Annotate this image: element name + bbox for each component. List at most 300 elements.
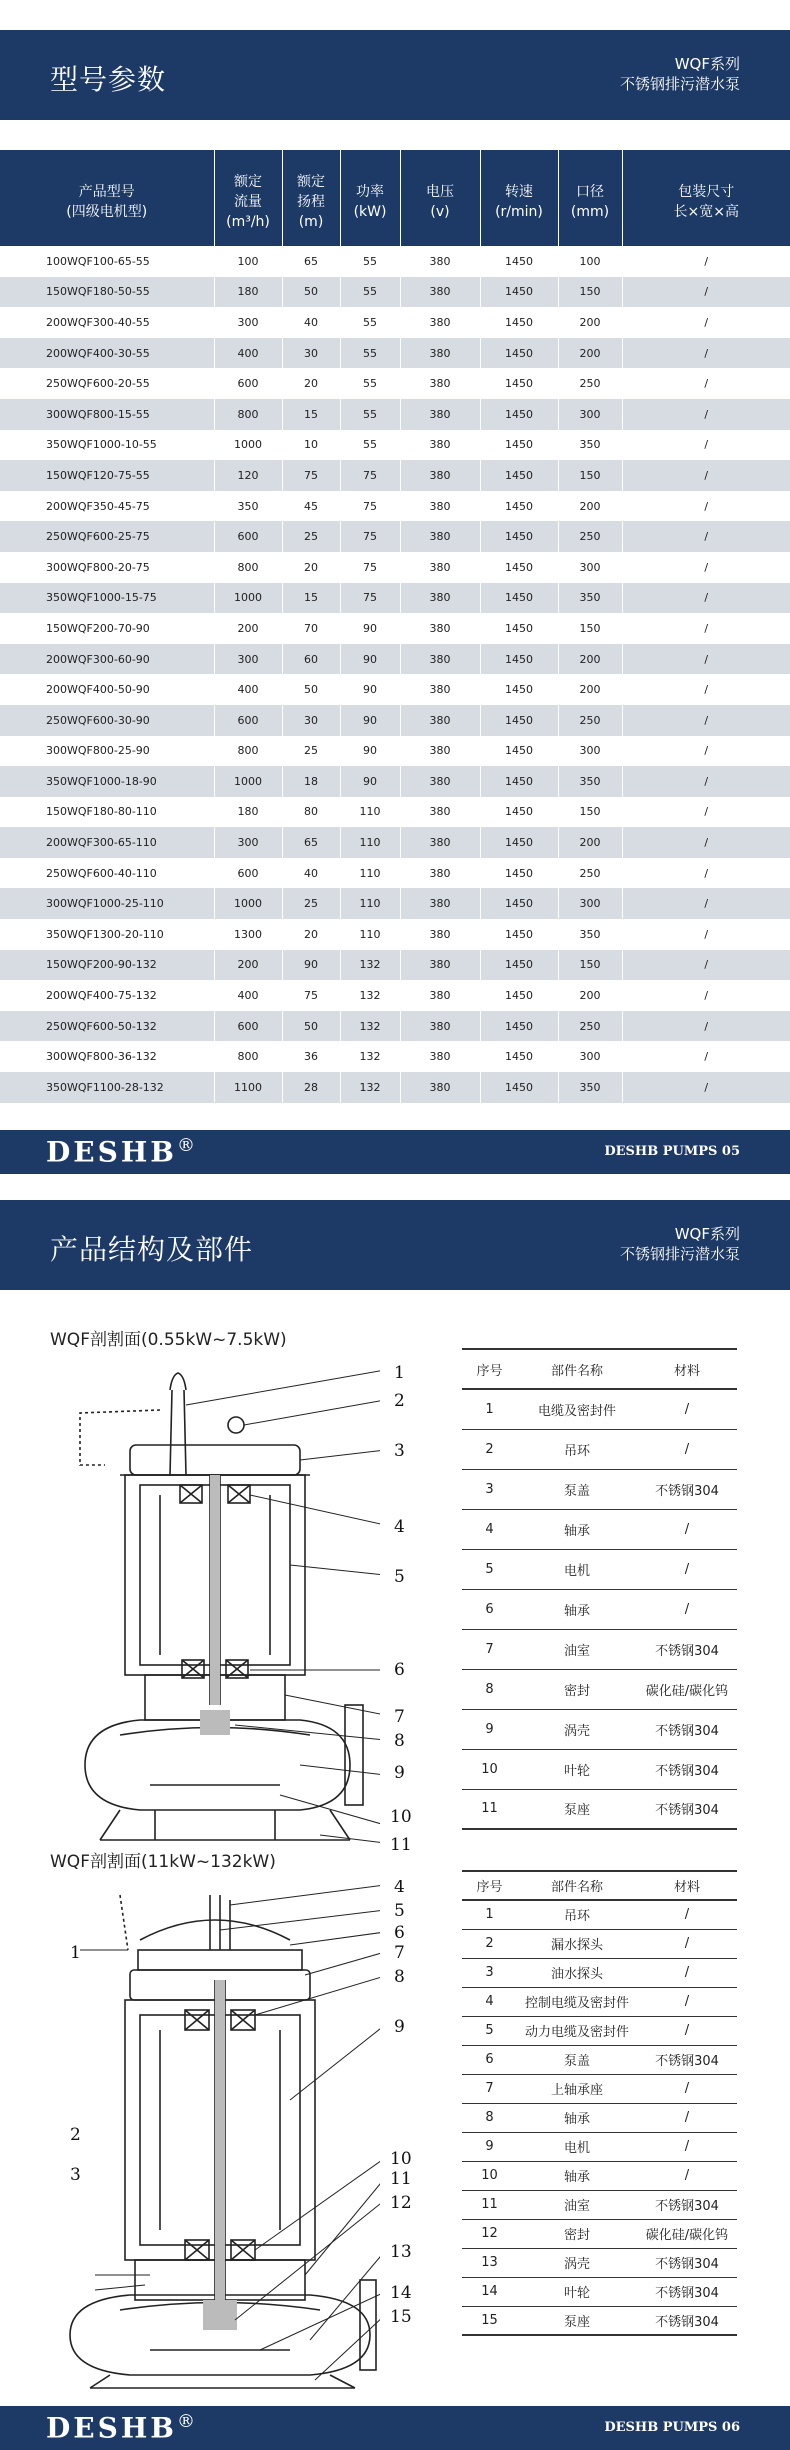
table-row (0, 246, 790, 277)
table-cell: 55 (340, 368, 400, 399)
table-cell: / (622, 888, 790, 919)
table-cell: 轴承 (517, 2161, 637, 2190)
table-cell: 380 (400, 1011, 480, 1042)
table-cell: 60 (282, 644, 340, 675)
table-cell: 350 (558, 583, 622, 614)
table-cell: / (622, 338, 790, 369)
table-cell: 100WQF100-65-55 (46, 254, 150, 268)
table-cell: 55 (340, 307, 400, 338)
table-cell: 200WQF350-45-75 (46, 499, 150, 513)
table-cell: 100 (214, 246, 282, 277)
callout-label: 8 (394, 1731, 405, 1751)
page1-header (0, 30, 790, 120)
parts-table-header (462, 1871, 737, 1900)
table-cell: 250WQF600-30-90 (0, 705, 214, 736)
table-cell: / (637, 1929, 737, 1958)
callout-label: 7 (394, 1943, 405, 1963)
table-row (462, 1549, 737, 1589)
table-cell: 4 (462, 1509, 517, 1549)
table-cell: 380 (400, 827, 480, 858)
table-cell: 叶轮 (517, 2277, 637, 2306)
callout-label: 4 (394, 1517, 405, 1537)
table-cell: 1100 (214, 1072, 282, 1103)
callout-label: 1 (394, 1363, 405, 1383)
table-cell: 4 (462, 1987, 517, 2016)
table-cell: 1450 (480, 705, 558, 736)
table-cell: 50 (282, 674, 340, 705)
table-cell: 300 (214, 307, 282, 338)
table-cell: 不锈钢304 (637, 2277, 737, 2306)
spec-column-header: 包装尺寸 长×宽×高 (622, 150, 790, 246)
table-cell: 380 (400, 368, 480, 399)
table-cell: 250WQF600-20-55 (46, 377, 150, 391)
table-cell: 350WQF1000-18-90 (0, 766, 214, 797)
table-cell: 10 (282, 430, 340, 461)
table-row (462, 1709, 737, 1749)
table-cell: 132 (340, 1011, 400, 1042)
table-cell: 1450 (480, 766, 558, 797)
table-row (0, 1041, 790, 1072)
table-cell: 1450 (480, 552, 558, 583)
table-cell: / (637, 1429, 737, 1469)
table-cell: 250 (558, 705, 622, 736)
table-cell: 10 (462, 1749, 517, 1789)
page2-subtitle: 不锈钢排污潜水泵 (619, 1245, 740, 1263)
table-cell: 1450 (480, 307, 558, 338)
table-cell: 380 (400, 491, 480, 522)
table-cell: 1450 (480, 460, 558, 491)
table-cell: 吊环 (517, 1900, 637, 1929)
table-cell: 漏水探头 (517, 1929, 637, 1958)
table-cell: 吊环 (517, 1429, 637, 1469)
table-cell: 不锈钢304 (637, 2248, 737, 2277)
table-cell: 电机 (517, 1549, 637, 1589)
pump-cross-section-large (60, 1880, 380, 2390)
table-cell: 350 (558, 430, 622, 461)
callout-label: 1 (70, 1943, 81, 1963)
table-cell: 2 (462, 1929, 517, 1958)
table-cell: 1450 (480, 736, 558, 767)
pump-cross-section-small (60, 1365, 380, 1845)
table-cell: 400 (214, 980, 282, 1011)
parts-table-small (462, 1348, 737, 1830)
table-cell: / (637, 1958, 737, 1987)
callout-label: 3 (394, 1441, 405, 1461)
callout-label: 7 (394, 1707, 405, 1727)
table-cell: 55 (340, 430, 400, 461)
table-row (0, 827, 790, 858)
table-cell: / (622, 919, 790, 950)
table-cell: 200 (558, 338, 622, 369)
table-cell: / (637, 2132, 737, 2161)
table-cell: 30 (282, 705, 340, 736)
table-cell: 150 (558, 950, 622, 981)
table-cell: 65 (282, 827, 340, 858)
table-cell: 120 (214, 460, 282, 491)
table-row (0, 1072, 790, 1103)
table-cell: / (622, 858, 790, 889)
table-cell: / (637, 1549, 737, 1589)
table-cell: 75 (282, 980, 340, 1011)
table-cell: 1450 (480, 858, 558, 889)
table-cell: / (622, 797, 790, 828)
table-cell: 150WQF180-50-55 (0, 277, 214, 308)
table-cell: 200 (558, 307, 622, 338)
table-row (462, 2074, 737, 2103)
table-cell: 3 (462, 1958, 517, 1987)
table-cell: 泵盖 (517, 2045, 637, 2074)
table-cell: 150WQF180-80-110 (46, 805, 157, 819)
table-cell: 90 (340, 644, 400, 675)
table-cell: 200 (558, 644, 622, 675)
table-cell: / (622, 521, 790, 552)
table-cell: 13 (462, 2248, 517, 2277)
table-cell: 350WQF1100-28-132 (0, 1072, 214, 1103)
callout-label: 15 (390, 2307, 412, 2327)
table-cell: 300WQF800-25-90 (46, 744, 150, 758)
page2-subtitle-block (620, 1224, 740, 1264)
table-cell: 55 (340, 246, 400, 277)
parts-column-header: 部件名称 (517, 1349, 637, 1389)
table-cell: 碳化硅/碳化钨 (637, 2219, 737, 2248)
table-cell: 密封 (517, 2219, 637, 2248)
table-cell: 380 (400, 521, 480, 552)
table-cell: 20 (282, 919, 340, 950)
callout-label: 3 (70, 2165, 81, 2185)
diagram1-title: WQF剖割面(0.55kW~7.5kW) (50, 1330, 287, 1350)
table-cell: 涡壳 (517, 1709, 637, 1749)
table-cell: 600 (214, 368, 282, 399)
table-cell: / (637, 1389, 737, 1429)
table-cell: / (637, 1509, 737, 1549)
spec-table-header (0, 150, 790, 246)
table-row (0, 674, 790, 705)
table-cell: 380 (400, 583, 480, 614)
table-cell: 380 (400, 980, 480, 1011)
table-cell: 不锈钢304 (637, 1709, 737, 1749)
table-cell: 不锈钢304 (637, 1749, 737, 1789)
table-cell: 350 (214, 491, 282, 522)
table-cell: 1450 (480, 246, 558, 277)
table-cell: / (622, 1041, 790, 1072)
table-cell: 80 (282, 797, 340, 828)
table-row (462, 2016, 737, 2045)
spec-column-header: 额定 扬程 (m) (282, 150, 340, 246)
table-cell: 1450 (480, 399, 558, 430)
table-cell: 1450 (480, 980, 558, 1011)
callout-label: 8 (394, 1967, 405, 1987)
table-cell: 250WQF600-25-75 (0, 521, 214, 552)
table-row (462, 2103, 737, 2132)
table-cell: 轴承 (517, 1509, 637, 1549)
table-cell: 1450 (480, 827, 558, 858)
table-cell: 380 (400, 766, 480, 797)
table-row (462, 1669, 737, 1709)
table-cell: 泵盖 (517, 1469, 637, 1509)
parts-column-header: 部件名称 (517, 1871, 637, 1900)
table-cell: / (622, 460, 790, 491)
table-cell: 200WQF300-40-55 (46, 315, 150, 329)
table-row (0, 399, 790, 430)
table-cell: 动力电缆及密封件 (517, 2016, 637, 2045)
table-cell: 300WQF1000-25-110 (0, 888, 214, 919)
table-cell: 1000 (214, 888, 282, 919)
callout-label: 5 (394, 1567, 405, 1587)
table-cell: 叶轮 (517, 1749, 637, 1789)
table-cell: 75 (340, 460, 400, 491)
table-cell: 轴承 (517, 2103, 637, 2132)
table-cell: 7 (462, 1629, 517, 1669)
table-cell: / (622, 613, 790, 644)
table-cell: 380 (400, 246, 480, 277)
table-cell: 110 (340, 827, 400, 858)
table-cell: 380 (400, 552, 480, 583)
parts-table-large (462, 1870, 737, 2336)
table-cell: 40 (282, 858, 340, 889)
table-cell: 30 (282, 338, 340, 369)
table-row (462, 1509, 737, 1549)
table-cell: 1450 (480, 950, 558, 981)
table-cell: 9 (462, 2132, 517, 2161)
table-cell: 350WQF1000-10-55 (46, 438, 157, 452)
table-cell: 300 (558, 399, 622, 430)
callout-label: 6 (394, 1660, 405, 1680)
table-cell: 200WQF400-50-90 (46, 683, 150, 697)
table-row (462, 1589, 737, 1629)
table-cell: 380 (400, 858, 480, 889)
table-cell: 50 (282, 277, 340, 308)
diagram2-title: WQF剖割面(11kW~132kW) (50, 1852, 276, 1872)
table-cell: 5 (462, 2016, 517, 2045)
table-cell: / (637, 2074, 737, 2103)
table-row (462, 1958, 737, 1987)
callout-label: 10 (390, 2149, 412, 2169)
table-cell: 轴承 (517, 1589, 637, 1629)
table-cell: 1450 (480, 521, 558, 552)
table-cell: 7 (462, 2074, 517, 2103)
table-cell: 1000 (214, 583, 282, 614)
table-cell: 200WQF400-75-132 (46, 989, 157, 1003)
callout-label: 10 (390, 1807, 412, 1827)
table-row (0, 583, 790, 614)
callout-label: 6 (394, 1923, 405, 1943)
table-cell: 132 (340, 980, 400, 1011)
page2-series: WQF系列 (674, 1225, 740, 1243)
table-cell: 电缆及密封件 (517, 1389, 637, 1429)
callout-label: 13 (390, 2242, 412, 2262)
table-cell: 200 (558, 491, 622, 522)
table-cell: 10 (462, 2161, 517, 2190)
callout-label: 2 (70, 2125, 81, 2145)
table-cell: 15 (282, 399, 340, 430)
table-cell: / (622, 705, 790, 736)
table-cell: 1450 (480, 430, 558, 461)
table-row (0, 705, 790, 736)
table-cell: 上轴承座 (517, 2074, 637, 2103)
table-cell: 18 (282, 766, 340, 797)
table-cell: 250 (558, 1011, 622, 1042)
spec-table (0, 150, 790, 1103)
table-cell: 100 (558, 246, 622, 277)
table-row (0, 460, 790, 491)
table-row (0, 1011, 790, 1042)
table-cell: 800 (214, 399, 282, 430)
table-cell: 300 (558, 888, 622, 919)
table-row (0, 552, 790, 583)
table-cell: 8 (462, 2103, 517, 2132)
table-cell: 1450 (480, 277, 558, 308)
table-cell: 75 (340, 583, 400, 614)
table-cell: 110 (340, 919, 400, 950)
table-row (462, 1749, 737, 1789)
table-cell: 380 (400, 277, 480, 308)
table-cell: / (622, 980, 790, 1011)
table-cell: 350 (558, 919, 622, 950)
table-row (462, 1900, 737, 1929)
table-cell: 90 (340, 766, 400, 797)
callouts-large (390, 1880, 430, 2340)
table-cell: / (622, 1011, 790, 1042)
table-cell: 8 (462, 1669, 517, 1709)
table-cell: 1450 (480, 1072, 558, 1103)
table-cell: / (622, 399, 790, 430)
table-row (462, 1469, 737, 1509)
table-cell: 36 (282, 1041, 340, 1072)
table-row (0, 521, 790, 552)
callout-label: 2 (394, 1391, 405, 1411)
table-cell: 1450 (480, 368, 558, 399)
table-cell: 600 (214, 521, 282, 552)
table-cell: 1450 (480, 1041, 558, 1072)
table-cell: / (622, 430, 790, 461)
table-cell: 200WQF400-30-55 (0, 338, 214, 369)
table-cell: 75 (340, 521, 400, 552)
table-cell: 11 (462, 1789, 517, 1829)
table-cell: 380 (400, 307, 480, 338)
table-cell: 380 (400, 430, 480, 461)
table-cell: 200 (214, 950, 282, 981)
table-cell: 380 (400, 674, 480, 705)
table-cell: 1 (462, 1389, 517, 1429)
table-cell: 90 (282, 950, 340, 981)
table-row (462, 2161, 737, 2190)
callouts-small (390, 1360, 430, 1860)
table-cell: 1000 (214, 430, 282, 461)
table-row (0, 307, 790, 338)
table-cell: 380 (400, 613, 480, 644)
spec-column-header: 电压 (v) (400, 150, 480, 246)
table-cell: 1450 (480, 613, 558, 644)
table-cell: 380 (400, 950, 480, 981)
parts-column-header: 材料 (637, 1871, 737, 1900)
table-cell: 300 (214, 644, 282, 675)
table-cell: 150WQF200-90-132 (0, 950, 214, 981)
table-row (462, 1789, 737, 1829)
table-cell: 400 (214, 338, 282, 369)
table-cell: / (622, 552, 790, 583)
page1-title: 型号参数 (50, 63, 167, 96)
callout-label: 11 (390, 2169, 412, 2189)
table-cell: 200WQF300-60-90 (0, 644, 214, 675)
table-cell: 110 (340, 858, 400, 889)
table-row (0, 980, 790, 1011)
table-cell: 380 (400, 1041, 480, 1072)
table-cell: 不锈钢304 (637, 2190, 737, 2219)
table-cell: 250 (558, 368, 622, 399)
callout-label: 14 (390, 2283, 412, 2303)
table-row (462, 1429, 737, 1469)
page1-footer (0, 1130, 790, 1174)
table-cell: 65 (282, 246, 340, 277)
parts-column-header: 序号 (462, 1349, 517, 1389)
table-cell: 380 (400, 797, 480, 828)
table-cell: 600 (214, 705, 282, 736)
table-cell: 6 (462, 1589, 517, 1629)
table-cell: 300 (558, 552, 622, 583)
table-cell: 90 (340, 674, 400, 705)
table-cell: / (622, 491, 790, 522)
table-cell: 250WQF600-40-110 (46, 866, 157, 880)
table-cell: 45 (282, 491, 340, 522)
table-row (0, 888, 790, 919)
table-cell: 300WQF800-20-75 (46, 560, 150, 574)
table-cell: 300 (558, 1041, 622, 1072)
table-cell: 110 (340, 888, 400, 919)
table-cell: 55 (340, 277, 400, 308)
table-cell: 90 (340, 705, 400, 736)
table-cell: 1450 (480, 674, 558, 705)
page1-page-number: DESHB PUMPS 05 (604, 1144, 740, 1159)
page2-title: 产品结构及部件 (50, 1233, 254, 1266)
table-cell: 800 (214, 552, 282, 583)
table-row (462, 1629, 737, 1669)
table-row (462, 2306, 737, 2335)
callout-label: 4 (394, 1880, 405, 1897)
table-cell: 不锈钢304 (637, 2306, 737, 2335)
parts-column-header: 材料 (637, 1349, 737, 1389)
table-cell: 1450 (480, 644, 558, 675)
table-cell: 不锈钢304 (637, 1789, 737, 1829)
brand-logo: DESHB® (46, 2411, 195, 2445)
table-cell: 350WQF1000-15-75 (0, 583, 214, 614)
table-row (0, 644, 790, 675)
table-cell: 油水探头 (517, 1958, 637, 1987)
spec-table-body (0, 246, 790, 1103)
table-cell: 380 (400, 736, 480, 767)
table-cell: 150 (558, 277, 622, 308)
table-cell: 110 (340, 797, 400, 828)
table-cell: / (622, 246, 790, 277)
table-cell: / (622, 827, 790, 858)
table-cell: 380 (400, 705, 480, 736)
table-cell: 380 (400, 919, 480, 950)
callout-label: 12 (390, 2193, 412, 2213)
table-cell: 150WQF200-70-90 (46, 621, 150, 635)
table-cell: 不锈钢304 (637, 1629, 737, 1669)
brand-logo: DESHB® (46, 1135, 195, 1169)
table-row (462, 1389, 737, 1429)
table-cell: / (622, 277, 790, 308)
table-row (0, 430, 790, 461)
table-cell: 25 (282, 521, 340, 552)
table-cell: 油室 (517, 1629, 637, 1669)
table-cell: 250WQF600-50-132 (0, 1011, 214, 1042)
table-row (462, 2277, 737, 2306)
table-row (0, 736, 790, 767)
table-cell: 涡壳 (517, 2248, 637, 2277)
table-cell: 1450 (480, 888, 558, 919)
table-cell: / (622, 583, 790, 614)
